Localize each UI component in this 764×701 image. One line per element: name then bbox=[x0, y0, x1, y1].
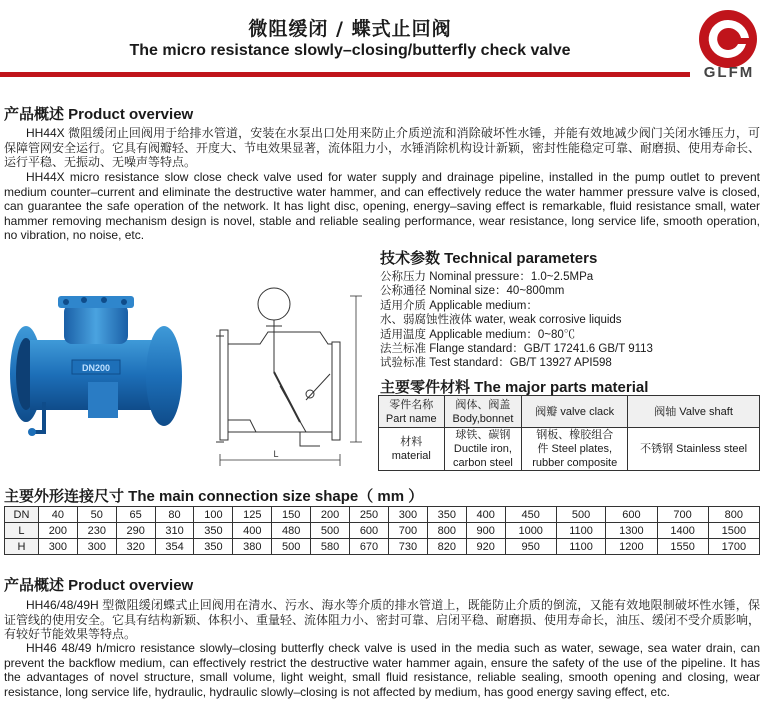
dims-heading: 主要外形连接尺寸 The main connection size shape（ mm ） bbox=[4, 488, 424, 505]
dims-table bbox=[4, 506, 760, 555]
dims-cell: 900 bbox=[466, 523, 505, 539]
overview2-heading: 产品概述 Product overview bbox=[4, 577, 194, 594]
dims-cell: 50 bbox=[77, 507, 116, 523]
parts-cell: 钢板、橡胶组合 件 Steel plates, rubber composite bbox=[522, 428, 628, 471]
overview-text-en bbox=[4, 170, 760, 243]
tech-param: 适用温度 Applicable medium：0~80℃ bbox=[380, 328, 576, 341]
dims-cell: 400 bbox=[466, 507, 505, 523]
dims-cell: 310 bbox=[155, 523, 194, 539]
parts-header-cell: 阀瓣 valve clack bbox=[522, 396, 628, 428]
dims-cell: 350 bbox=[194, 539, 233, 555]
dims-cell: 65 bbox=[116, 507, 155, 523]
tech-param: 试验标准 Test standard：GB/T 13927 API598 bbox=[380, 357, 612, 370]
dims-cell: 230 bbox=[77, 523, 116, 539]
overview-en: HH44X micro resistance slow close check valve used for water supply and drainage pipeline, installed in the pump outlet to prevent medium counter–current and eliminate the destructive water hammer, and can effectively reduce the water hammer pressure valve is closed, can guarantee the safe operation of the network. It has light disc, opening, energy–saving effect is remarkable, fluid resistance small, water hammer removing mechanism design is novel, stable and reliable sealing performance, wear resistance, long service life, smooth operation, no vibration, no noise, etc. bbox=[4, 170, 760, 243]
tech-heading: 技术参数 Technical parameters bbox=[380, 250, 598, 267]
page-title-cn: 微阻缓闭 / 蝶式止回阀 bbox=[248, 18, 452, 40]
dims-cell: 1100 bbox=[556, 523, 606, 539]
dims-cell: 354 bbox=[155, 539, 194, 555]
parts-heading: 主要零件材料 The major parts material bbox=[380, 379, 649, 396]
parts-cell: 不锈钢 Stainless steel bbox=[628, 428, 760, 471]
dims-cell: 820 bbox=[427, 539, 466, 555]
dims-cell: 300 bbox=[77, 539, 116, 555]
parts-header-cell: 零件名称 Part name bbox=[379, 396, 445, 428]
parts-table bbox=[378, 395, 760, 471]
dims-cell: 300 bbox=[38, 539, 77, 555]
overview2-cn: HH46/48/49H 型微阻缓闭蝶式止回阀用在清水、污水、海水等介质的排水管道上，既能防止介质的倒流，又能有效地限制破坏性水锤，保证管线的使用安全。它具有结构新颖、体积小、重量轻、流体阻力小、密封可靠、启闭平稳、耐磨损、使用寿命长，油压、缓闭不受介质影响，有较好节能效果等特点。 bbox=[4, 598, 761, 642]
dims-cell: 150 bbox=[272, 507, 311, 523]
dims-cell: 1200 bbox=[606, 539, 657, 555]
dims-cell: 1400 bbox=[657, 523, 708, 539]
dims-cell: 920 bbox=[466, 539, 505, 555]
dims-cell: 400 bbox=[233, 523, 272, 539]
dims-row-label: H bbox=[5, 539, 39, 555]
dims-cell: 1550 bbox=[657, 539, 708, 555]
dims-cell: 40 bbox=[38, 507, 77, 523]
dims-cell: 500 bbox=[556, 507, 606, 523]
dims-cell: 200 bbox=[38, 523, 77, 539]
overview2-en: HH46 48/49 h/micro resistance slowly–closing butterfly check valve is used in the media such as water, sewage, sea water drain, can prevent the backflow medium, can effectively restrict the destructive water hammer again, ensure the safety of the use of the pipeline. It has the advantages of novel structure, small volume, light weight, small fluid resistance, reliable sealing, smooth opening and closing, wear resistance, long service life, hydraulic, hydraulic slowly–closing is not affected by medium, has good energy saving effect, etc. bbox=[4, 641, 760, 699]
header-divider bbox=[0, 72, 690, 77]
dims-cell: 350 bbox=[194, 523, 233, 539]
dims-cell: 1500 bbox=[708, 523, 759, 539]
dims-cell: 800 bbox=[427, 523, 466, 539]
overview2-text-en bbox=[4, 641, 760, 699]
parts-material-row bbox=[379, 428, 760, 471]
dims-row bbox=[5, 539, 760, 555]
dims-cell: 700 bbox=[388, 523, 427, 539]
tech-param: 公称通径 Nominal size：40~800mm bbox=[380, 285, 565, 298]
overview-text-cn bbox=[4, 126, 760, 170]
parts-cell: 材料 material bbox=[379, 428, 445, 471]
dims-cell: 250 bbox=[350, 507, 389, 523]
dims-row-label: L bbox=[5, 523, 39, 539]
dims-cell: 1100 bbox=[556, 539, 606, 555]
dims-cell: 670 bbox=[350, 539, 389, 555]
diagram-dimension-l: L bbox=[273, 449, 279, 459]
page-title-en: The micro resistance slowly–closing/butterfly check valve bbox=[129, 42, 571, 59]
glfm-logo-icon bbox=[697, 8, 759, 70]
dims-cell: 600 bbox=[606, 507, 657, 523]
dims-cell: 500 bbox=[311, 523, 350, 539]
tech-params-list bbox=[380, 270, 653, 371]
valve-product-image bbox=[4, 282, 200, 442]
dims-cell: 450 bbox=[505, 507, 556, 523]
overview-heading: 产品概述 Product overview bbox=[4, 106, 194, 123]
dims-cell: 600 bbox=[350, 523, 389, 539]
dims-cell: 500 bbox=[272, 539, 311, 555]
parts-cell: 球铁、碳钢 Ductile iron, carbon steel bbox=[444, 428, 522, 471]
dims-cell: 950 bbox=[505, 539, 556, 555]
dims-cell: 200 bbox=[311, 507, 350, 523]
dims-cell: 80 bbox=[155, 507, 194, 523]
dims-row bbox=[5, 523, 760, 539]
tech-param: 公称压力 Nominal pressure：1.0~2.5MPa bbox=[380, 271, 594, 283]
parts-header-cell: 阀轴 Valve shaft bbox=[628, 396, 760, 428]
dims-cell: 580 bbox=[311, 539, 350, 555]
parts-header-row bbox=[379, 396, 760, 428]
tech-param: 水、弱腐蚀性液体 water, weak corrosive liquids bbox=[380, 314, 622, 327]
dims-cell: 1300 bbox=[606, 523, 657, 539]
dims-cell: 100 bbox=[194, 507, 233, 523]
logo-text: GLFM bbox=[703, 64, 755, 81]
dims-cell: 300 bbox=[388, 507, 427, 523]
dims-cell: 320 bbox=[116, 539, 155, 555]
valve-label: DN200 bbox=[81, 363, 111, 373]
dims-row bbox=[5, 507, 760, 523]
tech-param: 适用介质 Applicable medium： bbox=[380, 299, 538, 312]
dims-cell: 480 bbox=[272, 523, 311, 539]
dims-cell: 800 bbox=[708, 507, 759, 523]
dims-cell: 1000 bbox=[505, 523, 556, 539]
dims-cell: 290 bbox=[116, 523, 155, 539]
dims-cell: 380 bbox=[233, 539, 272, 555]
dims-cell: 730 bbox=[388, 539, 427, 555]
dims-cell: 700 bbox=[657, 507, 708, 523]
parts-header-cell: 阀体、阀盖 Body,bonnet bbox=[444, 396, 522, 428]
overview2-text-cn bbox=[4, 598, 760, 642]
dims-cell: 125 bbox=[233, 507, 272, 523]
dims-cell: 350 bbox=[427, 507, 466, 523]
overview-cn: HH44X 微阻缓闭止回阀用于给排水管道，安装在水泵出口处用来防止介质逆流和消除破坏性水锤，并能有效地减少阀门关闭水锤压力，可保障管网安全运行。它具有阀瓣轻、开度大、节电效果显著，流体阻力小，水锤消除机构设计新颖，密封性能稳定可靠、耐磨损、使用寿命长、运行平稳、无振动、无噪声等特点。 bbox=[4, 126, 761, 170]
dims-cell: 1700 bbox=[708, 539, 759, 555]
dims-row-label: DN bbox=[5, 507, 39, 523]
valve-section-diagram bbox=[210, 282, 370, 472]
tech-param: 法兰标准 Flange standard：GB/T 17241.6 GB/T 9113 bbox=[380, 343, 653, 356]
